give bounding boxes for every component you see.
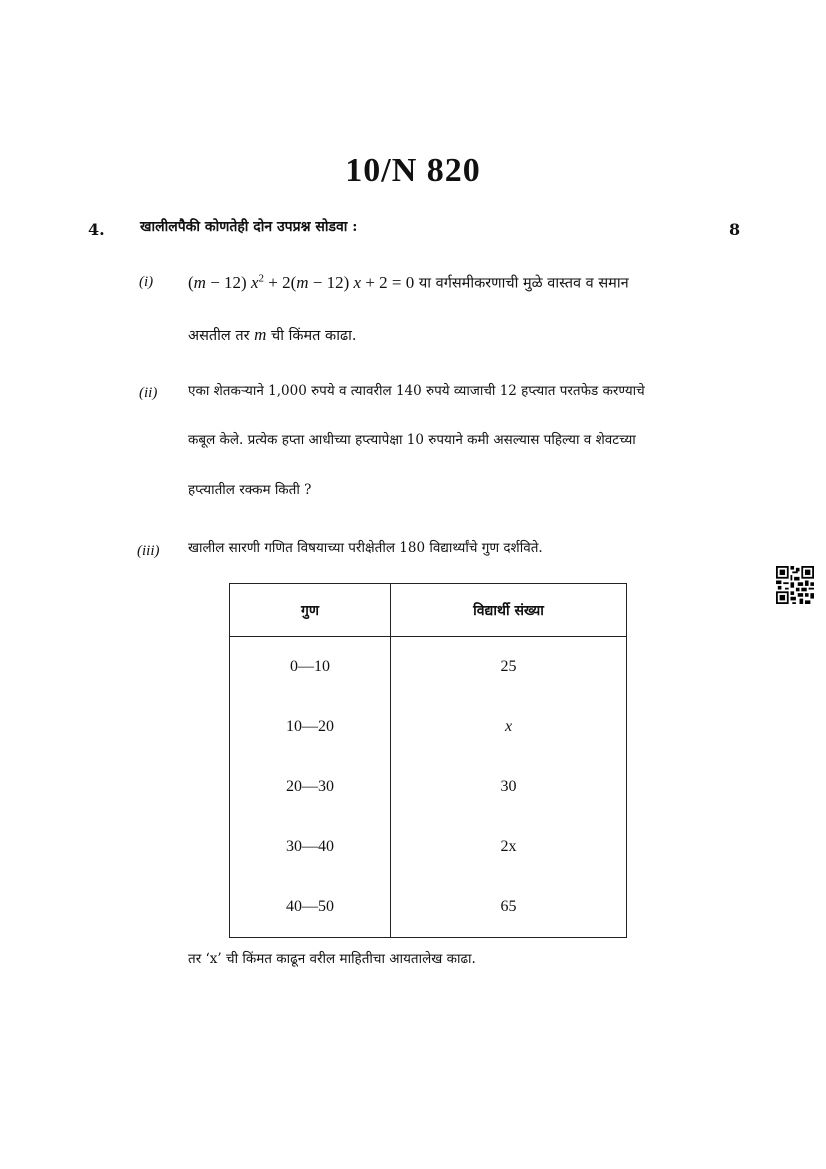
sub-ii-line2: कबूल केले. प्रत्येक हप्ता आधीच्या हप्त्यापेक्षा 10 रुपयाने कमी असल्यास पहिल्या व शेवटच्या	[188, 432, 636, 448]
table-row	[230, 697, 627, 757]
students-cell: 65	[391, 877, 627, 938]
marks-cell: 30—40	[230, 817, 391, 877]
students-cell: 2x	[391, 817, 627, 877]
question-marks: 8	[729, 220, 741, 239]
marks-cell: 0—10	[230, 637, 391, 698]
table-header-row	[230, 584, 627, 637]
students-cell: 25	[391, 637, 627, 698]
marks-cell: 10—20	[230, 697, 391, 757]
sub-i-line1: (m − 12) $x^2 + 2(m - 12) x + 2 = 0$ या वर्गसमीकरणाची मुळे वास्तव व समान	[188, 272, 629, 292]
question-number: 4.	[88, 220, 105, 239]
header-marks: गुण	[230, 584, 391, 637]
sub-ii-line3: हप्त्यातील रक्कम किती ?	[188, 482, 312, 498]
table-row	[230, 637, 627, 698]
sub-iii-line1: खालील सारणी गणित विषयाच्या परीक्षेतील 180 विद्यार्थ्यांचे गुण दर्शविते.	[188, 540, 543, 556]
table-row	[230, 877, 627, 938]
sub-ii-label: (ii)	[139, 385, 158, 401]
marks-cell: 40—50	[230, 877, 391, 938]
students-cell: 30	[391, 757, 627, 817]
page-code: 10/N 820	[345, 152, 481, 189]
sub-ii-line1: एका शेतकऱ्याने 1,000 रुपये व त्यावरील 140 रुपये व्याजाची 12 हप्त्यात परतफेड करण्याचे	[188, 383, 645, 399]
sub-i-label: (i)	[139, 274, 154, 290]
marks-table	[229, 583, 627, 938]
question-instruction: खालीलपैकी कोणतेही दोन उपप्रश्न सोडवा :	[140, 219, 358, 235]
table-row	[230, 817, 627, 877]
students-cell: x	[391, 697, 627, 757]
header-students: विद्यार्थी संख्या	[391, 584, 627, 637]
qr-code-icon	[776, 566, 814, 604]
sub-iii-footer: तर ‘x’ ची किंमत काढून वरील माहितीचा आयतालेख काढा.	[188, 951, 476, 967]
table-row	[230, 757, 627, 817]
sub-i-line2: असतील तर m ची किंमत काढा.	[188, 325, 357, 344]
marks-cell: 20—30	[230, 757, 391, 817]
sub-iii-label: (iii)	[137, 543, 160, 559]
quadratic-equation: (m − 12) $x^2 + 2(m - 12) x + 2 = 0$	[188, 272, 415, 292]
